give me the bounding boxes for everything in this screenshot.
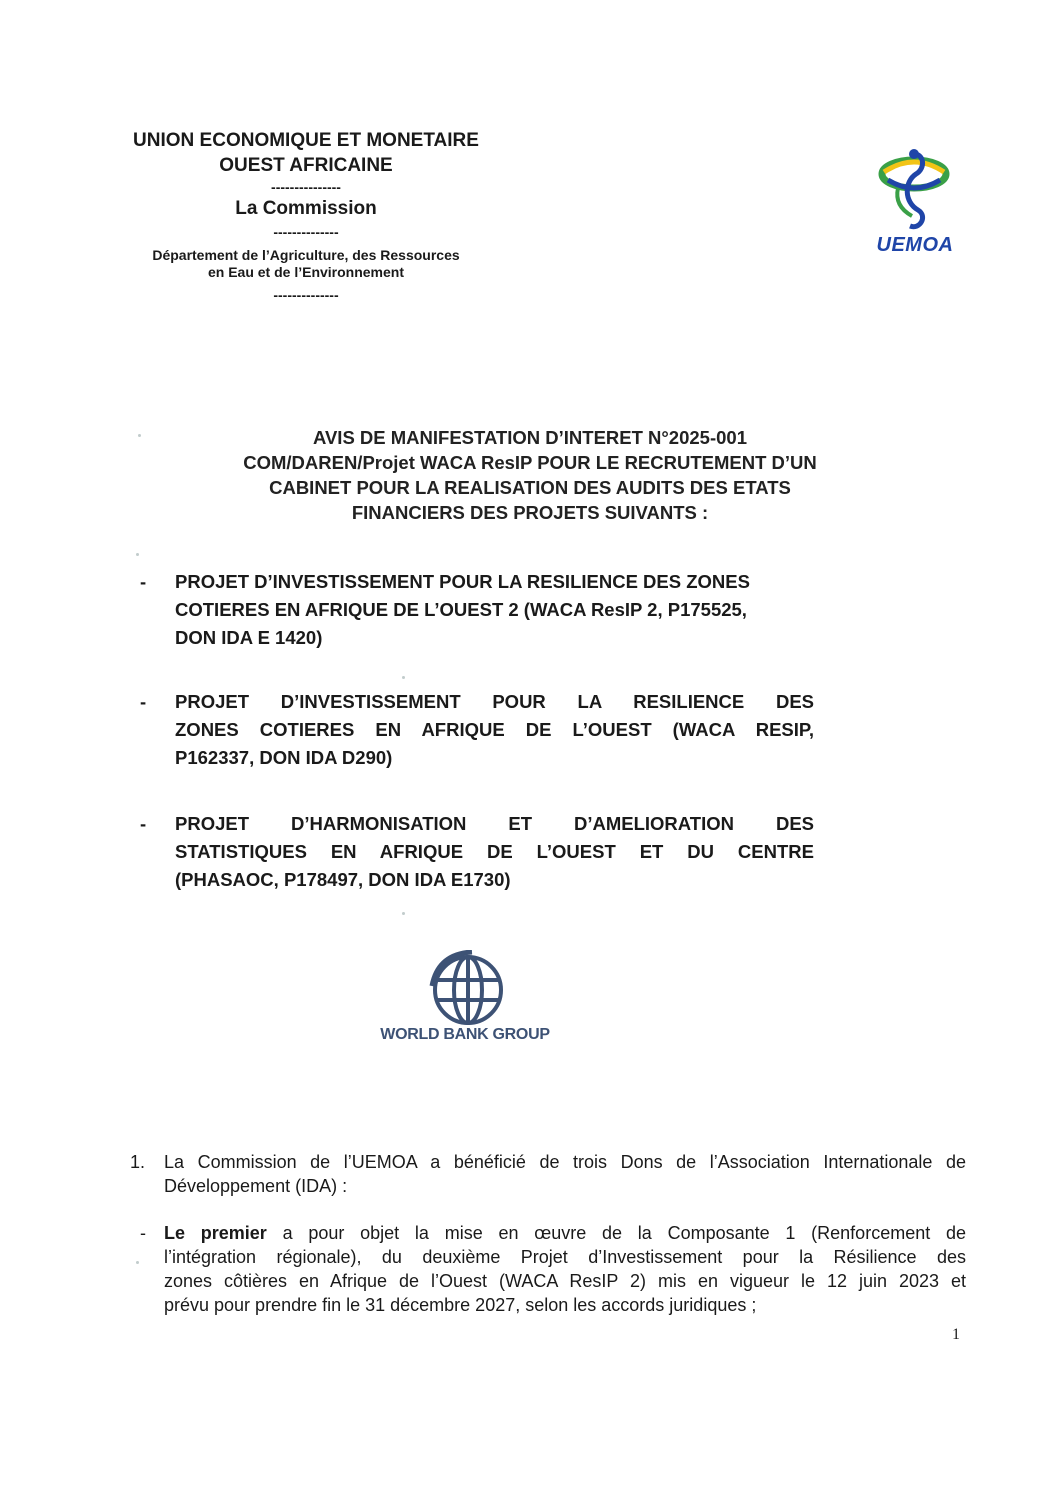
emphasis-text: Le premier [164, 1223, 267, 1243]
organization-name-line2: OUEST AFRICAINE [219, 155, 393, 176]
world-bank-logo-text: WORLD BANK GROUP [380, 1026, 550, 1043]
notice-title-line2: COM/DAREN/Projet WACA ResIP POUR LE RECRUTEMENT D’UN [243, 452, 817, 473]
list-bullet: - [140, 1223, 146, 1243]
list-bullet: - [140, 571, 147, 592]
scan-speck [138, 434, 141, 437]
project-line: COTIERES EN AFRIQUE DE L’OUEST 2 (WACA ResIP 2, P175525, [175, 599, 747, 620]
notice-title [120, 425, 940, 525]
list-bullet: - [140, 691, 147, 712]
organization-name-line1: UNION ECONOMIQUE ET MONETAIRE [133, 130, 479, 151]
project-line: PROJET D’HARMONISATION ET D’AMELIORATION DES [175, 813, 814, 834]
paragraph-text: a pour objet la mise en œuvre de la Composante 1 (Renforcement de [266, 1223, 966, 1243]
department-name-line2: en Eau et de l’Environnement [207, 264, 405, 280]
paragraph-line: Développement (IDA) : [164, 1176, 348, 1196]
page-number: 1 [952, 1326, 960, 1343]
header-separator: --------------- [271, 179, 341, 195]
paragraph-1 [164, 1150, 966, 1198]
notice-title-line4: FINANCIERS DES PROJETS SUIVANTS : [351, 502, 709, 523]
world-bank-globe-icon [428, 950, 508, 1028]
department-name-line1: Département de l’Agriculture, des Ressources [152, 247, 460, 263]
project-line: PROJET D’INVESTISSEMENT POUR LA RESILIENCE DES [175, 691, 814, 712]
department-name [100, 247, 512, 281]
project-line: P162337, DON IDA D290) [175, 747, 393, 768]
scan-speck [136, 553, 139, 556]
project-line: DON IDA E 1420) [175, 627, 323, 648]
project-line: ZONES COTIERES EN AFRIQUE DE L’OUEST (WACA RESIP, [175, 719, 814, 740]
scan-speck [402, 676, 405, 679]
project-line: (PHASAOC, P178497, DON IDA E1730) [175, 869, 511, 890]
project-line: PROJET D’INVESTISSEMENT POUR LA RESILIENCE DES ZONES [175, 571, 750, 592]
notice-title-line3: CABINET POUR LA REALISATION DES AUDITS DES ETATS [269, 477, 791, 498]
scan-speck [136, 1261, 139, 1264]
notice-title-line1: AVIS DE MANIFESTATION D’INTERET N°2025-001 [312, 427, 747, 448]
uemoa-logo-text: UEMOA [876, 234, 954, 256]
organization-name [100, 128, 512, 178]
project-line: STATISTIQUES EN AFRIQUE DE L’OUEST ET DU CENTRE [175, 841, 814, 862]
header-separator: -------------- [273, 224, 339, 240]
paragraph-line: prévu pour prendre fin le 31 décembre 2027, selon les accords juridiques ; [164, 1295, 757, 1315]
paragraph-2 [164, 1221, 966, 1317]
scan-speck [402, 912, 405, 915]
list-bullet: - [140, 813, 147, 834]
paragraph-line [164, 1221, 966, 1245]
commission-label: La Commission [235, 198, 377, 219]
paragraph-line: zones côtières en Afrique de l’Ouest (WACA ResIP 2) mis en vigueur le 12 juin 2023 et [164, 1271, 966, 1291]
paragraph-number: 1. [130, 1152, 146, 1172]
header-separator: -------------- [273, 287, 339, 303]
paragraph-line: l’intégration régionale), du deuxième Projet d’Investissement pour la Résilience des [164, 1247, 966, 1267]
paragraph-line: La Commission de l’UEMOA a bénéficié de trois Dons de l’Association Internationale de [164, 1152, 966, 1172]
